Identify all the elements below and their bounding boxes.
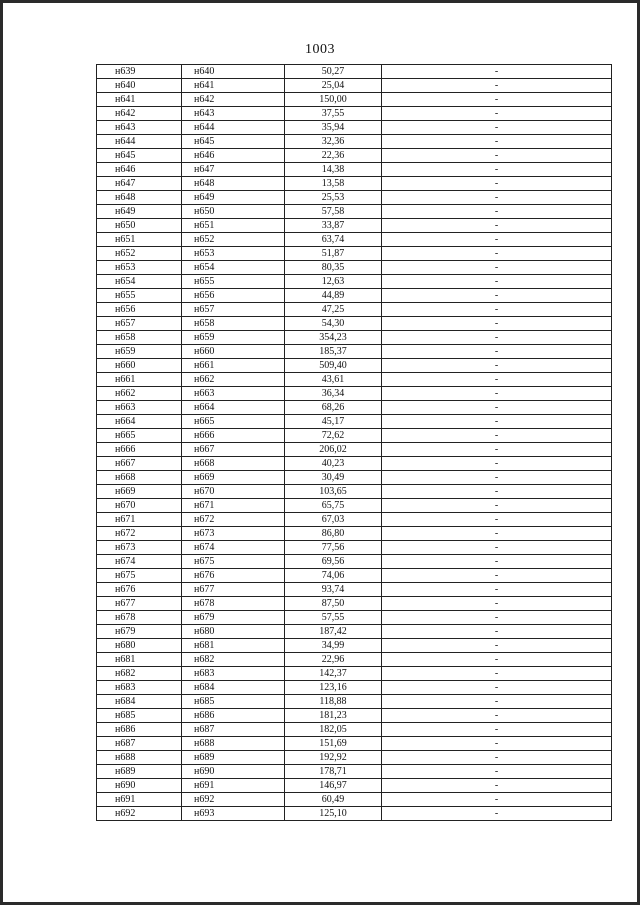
end-point-cell: н690 bbox=[182, 765, 285, 779]
start-point-cell: н644 bbox=[97, 135, 182, 149]
start-point-cell: н645 bbox=[97, 149, 182, 163]
end-point-cell: н671 bbox=[182, 499, 285, 513]
end-point-cell: н680 bbox=[182, 625, 285, 639]
end-point-cell: н654 bbox=[182, 261, 285, 275]
start-point-cell: н679 bbox=[97, 625, 182, 639]
segment-length-cell: 65,75 bbox=[285, 499, 382, 513]
table-row bbox=[97, 499, 612, 513]
note-cell: - bbox=[382, 681, 612, 695]
segment-length-cell: 63,74 bbox=[285, 233, 382, 247]
table-row bbox=[97, 667, 612, 681]
segment-length-cell: 25,53 bbox=[285, 191, 382, 205]
end-point-cell: н692 bbox=[182, 793, 285, 807]
start-point-cell: н660 bbox=[97, 359, 182, 373]
start-point-cell: н662 bbox=[97, 387, 182, 401]
table-row bbox=[97, 373, 612, 387]
end-point-cell: н665 bbox=[182, 415, 285, 429]
scan-edge-top bbox=[0, 0, 640, 3]
table-row bbox=[97, 513, 612, 527]
table-row bbox=[97, 163, 612, 177]
start-point-cell: н690 bbox=[97, 779, 182, 793]
note-cell: - bbox=[382, 527, 612, 541]
start-point-cell: н681 bbox=[97, 653, 182, 667]
segment-length-cell: 182,05 bbox=[285, 723, 382, 737]
start-point-cell: н682 bbox=[97, 667, 182, 681]
segment-length-cell: 206,02 bbox=[285, 443, 382, 457]
end-point-cell: н693 bbox=[182, 807, 285, 821]
end-point-cell: н684 bbox=[182, 681, 285, 695]
segment-length-cell: 146,97 bbox=[285, 779, 382, 793]
segment-length-cell: 187,42 bbox=[285, 625, 382, 639]
table-row bbox=[97, 415, 612, 429]
table-row bbox=[97, 723, 612, 737]
end-point-cell: н691 bbox=[182, 779, 285, 793]
segment-length-cell: 57,58 bbox=[285, 205, 382, 219]
segment-length-cell: 142,37 bbox=[285, 667, 382, 681]
end-point-cell: н679 bbox=[182, 611, 285, 625]
note-cell: - bbox=[382, 387, 612, 401]
segment-length-cell: 25,04 bbox=[285, 79, 382, 93]
end-point-cell: н669 bbox=[182, 471, 285, 485]
table-row bbox=[97, 219, 612, 233]
page-number: 1003 bbox=[305, 42, 335, 57]
note-cell: - bbox=[382, 373, 612, 387]
note-cell: - bbox=[382, 765, 612, 779]
start-point-cell: н667 bbox=[97, 457, 182, 471]
note-cell: - bbox=[382, 149, 612, 163]
start-point-cell: н688 bbox=[97, 751, 182, 765]
segment-length-cell: 192,92 bbox=[285, 751, 382, 765]
segment-length-cell: 51,87 bbox=[285, 247, 382, 261]
end-point-cell: н688 bbox=[182, 737, 285, 751]
start-point-cell: н639 bbox=[97, 65, 182, 79]
start-point-cell: н649 bbox=[97, 205, 182, 219]
start-point-cell: н677 bbox=[97, 597, 182, 611]
table-row bbox=[97, 107, 612, 121]
note-cell: - bbox=[382, 471, 612, 485]
note-cell: - bbox=[382, 625, 612, 639]
segment-length-cell: 22,36 bbox=[285, 149, 382, 163]
note-cell: - bbox=[382, 275, 612, 289]
note-cell: - bbox=[382, 597, 612, 611]
start-point-cell: н673 bbox=[97, 541, 182, 555]
note-cell: - bbox=[382, 359, 612, 373]
table-row bbox=[97, 527, 612, 541]
note-cell: - bbox=[382, 583, 612, 597]
note-cell: - bbox=[382, 513, 612, 527]
end-point-cell: н689 bbox=[182, 751, 285, 765]
table-row bbox=[97, 275, 612, 289]
note-cell: - bbox=[382, 485, 612, 499]
note-cell: - bbox=[382, 135, 612, 149]
boundary-segments-table bbox=[96, 64, 612, 821]
start-point-cell: н653 bbox=[97, 261, 182, 275]
table-row bbox=[97, 695, 612, 709]
start-point-cell: н648 bbox=[97, 191, 182, 205]
end-point-cell: н645 bbox=[182, 135, 285, 149]
note-cell: - bbox=[382, 247, 612, 261]
note-cell: - bbox=[382, 345, 612, 359]
start-point-cell: н643 bbox=[97, 121, 182, 135]
table-row bbox=[97, 653, 612, 667]
end-point-cell: н646 bbox=[182, 149, 285, 163]
segment-length-cell: 50,27 bbox=[285, 65, 382, 79]
start-point-cell: н678 bbox=[97, 611, 182, 625]
segment-length-cell: 150,00 bbox=[285, 93, 382, 107]
scan-edge-left bbox=[0, 0, 3, 905]
note-cell: - bbox=[382, 317, 612, 331]
table-row bbox=[97, 569, 612, 583]
end-point-cell: н650 bbox=[182, 205, 285, 219]
start-point-cell: н655 bbox=[97, 289, 182, 303]
end-point-cell: н666 bbox=[182, 429, 285, 443]
note-cell: - bbox=[382, 751, 612, 765]
note-cell: - bbox=[382, 65, 612, 79]
end-point-cell: н644 bbox=[182, 121, 285, 135]
segment-length-cell: 47,25 bbox=[285, 303, 382, 317]
note-cell: - bbox=[382, 443, 612, 457]
start-point-cell: н659 bbox=[97, 345, 182, 359]
start-point-cell: н692 bbox=[97, 807, 182, 821]
table-row bbox=[97, 261, 612, 275]
start-point-cell: н647 bbox=[97, 177, 182, 191]
table-row bbox=[97, 79, 612, 93]
end-point-cell: н687 bbox=[182, 723, 285, 737]
note-cell: - bbox=[382, 667, 612, 681]
table-row bbox=[97, 625, 612, 639]
note-cell: - bbox=[382, 555, 612, 569]
note-cell: - bbox=[382, 177, 612, 191]
table-row bbox=[97, 541, 612, 555]
boundary-table-container bbox=[96, 64, 612, 821]
table-row bbox=[97, 387, 612, 401]
segment-length-cell: 34,99 bbox=[285, 639, 382, 653]
note-cell: - bbox=[382, 737, 612, 751]
start-point-cell: н663 bbox=[97, 401, 182, 415]
note-cell: - bbox=[382, 205, 612, 219]
table-row bbox=[97, 247, 612, 261]
segment-length-cell: 181,23 bbox=[285, 709, 382, 723]
segment-length-cell: 35,94 bbox=[285, 121, 382, 135]
start-point-cell: н684 bbox=[97, 695, 182, 709]
start-point-cell: н686 bbox=[97, 723, 182, 737]
table-row bbox=[97, 583, 612, 597]
end-point-cell: н674 bbox=[182, 541, 285, 555]
segment-length-cell: 86,80 bbox=[285, 527, 382, 541]
segment-length-cell: 33,87 bbox=[285, 219, 382, 233]
start-point-cell: н687 bbox=[97, 737, 182, 751]
note-cell: - bbox=[382, 457, 612, 471]
note-cell: - bbox=[382, 569, 612, 583]
table-row bbox=[97, 555, 612, 569]
segment-length-cell: 69,56 bbox=[285, 555, 382, 569]
segment-length-cell: 32,36 bbox=[285, 135, 382, 149]
start-point-cell: н666 bbox=[97, 443, 182, 457]
table-row bbox=[97, 793, 612, 807]
end-point-cell: н653 bbox=[182, 247, 285, 261]
start-point-cell: н668 bbox=[97, 471, 182, 485]
segment-length-cell: 103,65 bbox=[285, 485, 382, 499]
start-point-cell: н664 bbox=[97, 415, 182, 429]
note-cell: - bbox=[382, 541, 612, 555]
segment-length-cell: 30,49 bbox=[285, 471, 382, 485]
segment-length-cell: 57,55 bbox=[285, 611, 382, 625]
segment-length-cell: 54,30 bbox=[285, 317, 382, 331]
note-cell: - bbox=[382, 653, 612, 667]
table-row bbox=[97, 457, 612, 471]
note-cell: - bbox=[382, 611, 612, 625]
note-cell: - bbox=[382, 709, 612, 723]
note-cell: - bbox=[382, 261, 612, 275]
start-point-cell: н665 bbox=[97, 429, 182, 443]
start-point-cell: н658 bbox=[97, 331, 182, 345]
end-point-cell: н676 bbox=[182, 569, 285, 583]
table-row bbox=[97, 639, 612, 653]
segment-length-cell: 36,34 bbox=[285, 387, 382, 401]
segment-length-cell: 44,89 bbox=[285, 289, 382, 303]
note-cell: - bbox=[382, 807, 612, 821]
segment-length-cell: 509,40 bbox=[285, 359, 382, 373]
start-point-cell: н670 bbox=[97, 499, 182, 513]
table-row bbox=[97, 485, 612, 499]
note-cell: - bbox=[382, 639, 612, 653]
segment-length-cell: 125,10 bbox=[285, 807, 382, 821]
segment-length-cell: 87,50 bbox=[285, 597, 382, 611]
start-point-cell: н671 bbox=[97, 513, 182, 527]
table-row bbox=[97, 737, 612, 751]
start-point-cell: н640 bbox=[97, 79, 182, 93]
note-cell: - bbox=[382, 499, 612, 513]
start-point-cell: н674 bbox=[97, 555, 182, 569]
note-cell: - bbox=[382, 723, 612, 737]
end-point-cell: н686 bbox=[182, 709, 285, 723]
segment-length-cell: 13,58 bbox=[285, 177, 382, 191]
note-cell: - bbox=[382, 79, 612, 93]
end-point-cell: н649 bbox=[182, 191, 285, 205]
note-cell: - bbox=[382, 219, 612, 233]
segment-length-cell: 22,96 bbox=[285, 653, 382, 667]
table-row bbox=[97, 401, 612, 415]
end-point-cell: н663 bbox=[182, 387, 285, 401]
note-cell: - bbox=[382, 289, 612, 303]
table-row bbox=[97, 779, 612, 793]
segment-length-cell: 14,38 bbox=[285, 163, 382, 177]
start-point-cell: н683 bbox=[97, 681, 182, 695]
start-point-cell: н650 bbox=[97, 219, 182, 233]
end-point-cell: н667 bbox=[182, 443, 285, 457]
end-point-cell: н668 bbox=[182, 457, 285, 471]
start-point-cell: н672 bbox=[97, 527, 182, 541]
table-row bbox=[97, 149, 612, 163]
table-row bbox=[97, 135, 612, 149]
segment-length-cell: 354,23 bbox=[285, 331, 382, 345]
start-point-cell: н654 bbox=[97, 275, 182, 289]
note-cell: - bbox=[382, 93, 612, 107]
table-row bbox=[97, 751, 612, 765]
table-row bbox=[97, 233, 612, 247]
end-point-cell: н651 bbox=[182, 219, 285, 233]
table-row bbox=[97, 443, 612, 457]
table-row bbox=[97, 303, 612, 317]
start-point-cell: н680 bbox=[97, 639, 182, 653]
note-cell: - bbox=[382, 121, 612, 135]
segment-length-cell: 43,61 bbox=[285, 373, 382, 387]
note-cell: - bbox=[382, 233, 612, 247]
start-point-cell: н641 bbox=[97, 93, 182, 107]
segment-length-cell: 178,71 bbox=[285, 765, 382, 779]
table-row bbox=[97, 597, 612, 611]
segment-length-cell: 118,88 bbox=[285, 695, 382, 709]
end-point-cell: н642 bbox=[182, 93, 285, 107]
table-row bbox=[97, 317, 612, 331]
end-point-cell: н672 bbox=[182, 513, 285, 527]
note-cell: - bbox=[382, 429, 612, 443]
start-point-cell: н675 bbox=[97, 569, 182, 583]
end-point-cell: н652 bbox=[182, 233, 285, 247]
segment-length-cell: 151,69 bbox=[285, 737, 382, 751]
table-row bbox=[97, 807, 612, 821]
table-row bbox=[97, 191, 612, 205]
end-point-cell: н643 bbox=[182, 107, 285, 121]
end-point-cell: н659 bbox=[182, 331, 285, 345]
start-point-cell: н691 bbox=[97, 793, 182, 807]
note-cell: - bbox=[382, 303, 612, 317]
end-point-cell: н670 bbox=[182, 485, 285, 499]
table-row bbox=[97, 611, 612, 625]
start-point-cell: н646 bbox=[97, 163, 182, 177]
end-point-cell: н677 bbox=[182, 583, 285, 597]
segment-length-cell: 93,74 bbox=[285, 583, 382, 597]
end-point-cell: н648 bbox=[182, 177, 285, 191]
table-row bbox=[97, 93, 612, 107]
start-point-cell: н661 bbox=[97, 373, 182, 387]
end-point-cell: н678 bbox=[182, 597, 285, 611]
start-point-cell: н656 bbox=[97, 303, 182, 317]
segment-length-cell: 12,63 bbox=[285, 275, 382, 289]
table-row bbox=[97, 429, 612, 443]
note-cell: - bbox=[382, 331, 612, 345]
table-row bbox=[97, 65, 612, 79]
table-row bbox=[97, 177, 612, 191]
table-row bbox=[97, 205, 612, 219]
end-point-cell: н660 bbox=[182, 345, 285, 359]
note-cell: - bbox=[382, 793, 612, 807]
segment-length-cell: 185,37 bbox=[285, 345, 382, 359]
start-point-cell: н652 bbox=[97, 247, 182, 261]
end-point-cell: н657 bbox=[182, 303, 285, 317]
start-point-cell: н657 bbox=[97, 317, 182, 331]
table-row bbox=[97, 765, 612, 779]
segment-length-cell: 68,26 bbox=[285, 401, 382, 415]
segment-length-cell: 72,62 bbox=[285, 429, 382, 443]
end-point-cell: н641 bbox=[182, 79, 285, 93]
table-row bbox=[97, 289, 612, 303]
table-row bbox=[97, 709, 612, 723]
table-row bbox=[97, 681, 612, 695]
segment-length-cell: 74,06 bbox=[285, 569, 382, 583]
end-point-cell: н656 bbox=[182, 289, 285, 303]
note-cell: - bbox=[382, 107, 612, 121]
end-point-cell: н655 bbox=[182, 275, 285, 289]
segment-length-cell: 80,35 bbox=[285, 261, 382, 275]
end-point-cell: н664 bbox=[182, 401, 285, 415]
start-point-cell: н676 bbox=[97, 583, 182, 597]
segment-length-cell: 40,23 bbox=[285, 457, 382, 471]
end-point-cell: н640 bbox=[182, 65, 285, 79]
table-row bbox=[97, 331, 612, 345]
end-point-cell: н685 bbox=[182, 695, 285, 709]
table-row bbox=[97, 471, 612, 485]
end-point-cell: н673 bbox=[182, 527, 285, 541]
segment-length-cell: 45,17 bbox=[285, 415, 382, 429]
table-row bbox=[97, 359, 612, 373]
start-point-cell: н651 bbox=[97, 233, 182, 247]
end-point-cell: н662 bbox=[182, 373, 285, 387]
table-body bbox=[97, 65, 612, 821]
end-point-cell: н681 bbox=[182, 639, 285, 653]
note-cell: - bbox=[382, 779, 612, 793]
segment-length-cell: 123,16 bbox=[285, 681, 382, 695]
table-row bbox=[97, 345, 612, 359]
start-point-cell: н669 bbox=[97, 485, 182, 499]
start-point-cell: н685 bbox=[97, 709, 182, 723]
note-cell: - bbox=[382, 163, 612, 177]
note-cell: - bbox=[382, 695, 612, 709]
note-cell: - bbox=[382, 401, 612, 415]
table-row bbox=[97, 121, 612, 135]
segment-length-cell: 77,56 bbox=[285, 541, 382, 555]
segment-length-cell: 60,49 bbox=[285, 793, 382, 807]
end-point-cell: н683 bbox=[182, 667, 285, 681]
segment-length-cell: 37,55 bbox=[285, 107, 382, 121]
end-point-cell: н647 bbox=[182, 163, 285, 177]
end-point-cell: н661 bbox=[182, 359, 285, 373]
start-point-cell: н642 bbox=[97, 107, 182, 121]
start-point-cell: н689 bbox=[97, 765, 182, 779]
end-point-cell: н658 bbox=[182, 317, 285, 331]
note-cell: - bbox=[382, 191, 612, 205]
note-cell: - bbox=[382, 415, 612, 429]
end-point-cell: н675 bbox=[182, 555, 285, 569]
segment-length-cell: 67,03 bbox=[285, 513, 382, 527]
end-point-cell: н682 bbox=[182, 653, 285, 667]
